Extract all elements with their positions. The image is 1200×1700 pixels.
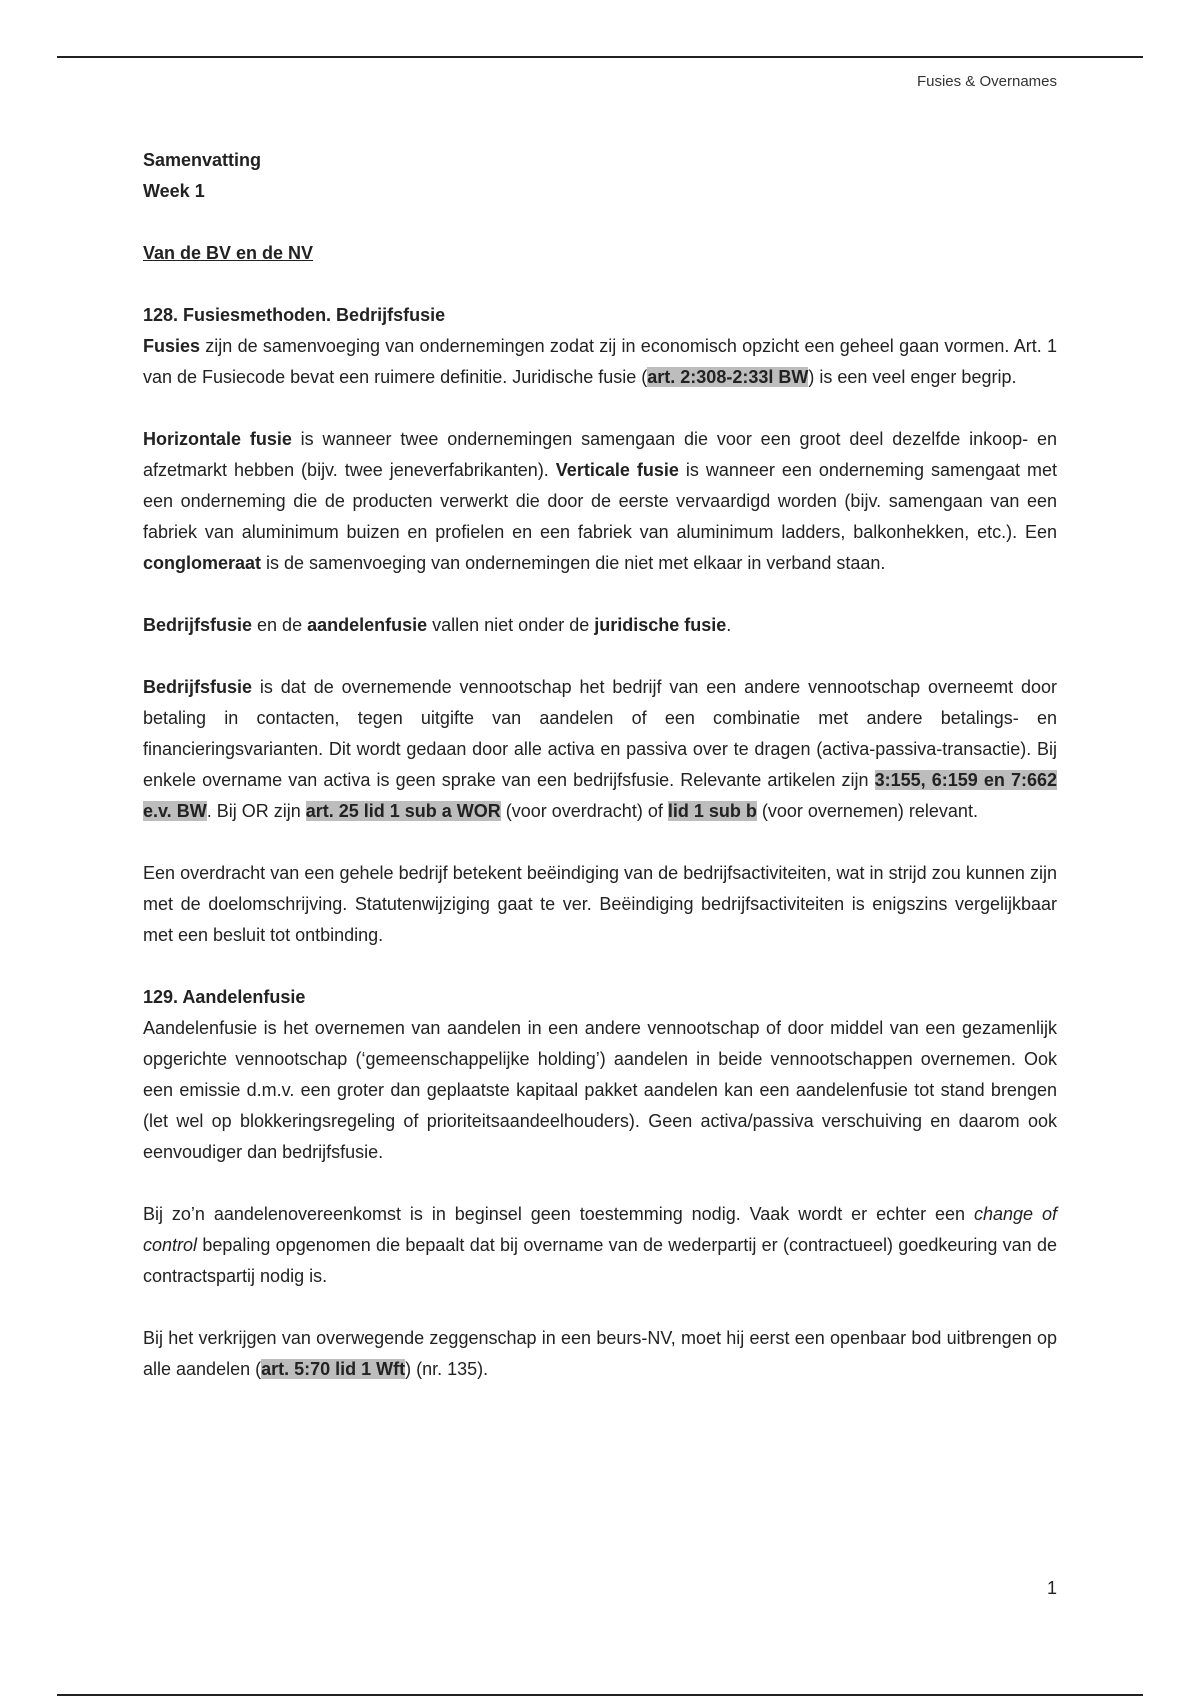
paragraph-aandelenfusie: Aandelenfusie is het overnemen van aandelen in een andere vennootschap of door middel van een gezamenlijk opgerichte vennootschap (‘gemeenschappelijke holding’) aandelen in beide vennootschappen overnemen. Ook een emissie d.m.v. een groter dan geplaatste kapitaal pakket aandelen kan een aandelenfusie tot stand brengen (let wel op blokkeringsregeling of prioriteitsaandeelhouders). Geen activa/passiva verschuiving en daarom ook eenvoudiger dan bedrijfsfusie. bbox=[143, 1018, 1057, 1162]
heading-128: 128. Fusiesmethoden. Bedrijfsfusie bbox=[143, 305, 446, 325]
highlighted-reference: art. 2:308-2:33l BW bbox=[647, 367, 809, 387]
paragraph-openbaar-bod: Bij het verkrijgen van overwegende zeggenschap in een beurs-NV, moet hij eerst een openbaar bod uitbrengen op alle aandelen (art. 5:70 lid 1 Wft) (nr. 135). bbox=[143, 1328, 1057, 1379]
heading-129: 129. Aandelenfusie bbox=[143, 987, 306, 1007]
paragraph-aandelenovereenkomst: Bij zo’n aandelenovereenkomst is in beginsel geen toestemming nodig. Vaak wordt er echter een change of control bepaling opgenomen die bepaalt dat bij overname van de wederpartij er (contractueel) goedkeuring van de contractspartij nodig is. bbox=[143, 1204, 1057, 1286]
paragraph-fusies: Fusies zijn de samenvoeging van ondernemingen zodat zij in economisch opzicht een geheel gaan vormen. Art. 1 van de Fusiecode bevat een ruimere definitie. Juridische fusie (art. 2:308-2:33l BW) is een veel enger begrip. bbox=[143, 336, 1057, 387]
highlighted-reference: lid 1 sub b bbox=[667, 801, 757, 821]
paragraph-juridische-fusie: Bedrijfsfusie en de aandelenfusie vallen niet onder de juridische fusie. bbox=[143, 615, 732, 635]
footer-rule bbox=[57, 1694, 1143, 1696]
running-header: Fusies & Overnames bbox=[916, 73, 1057, 90]
document-body bbox=[143, 145, 1057, 1385]
paragraph-overdracht: Een overdracht van een gehele bedrijf betekent beëindiging van de bedrijfsactiviteiten, wat in strijd zou kunnen zijn met de doelomschrijving. Statutenwijziging gaat te ver. Beëindiging bedrijfsactiviteiten is enigszins vergelijkbaar met een besluit tot ontbinding. bbox=[143, 863, 1057, 945]
highlighted-reference: 3:155, 6:159 en 7:662 e.v. BW bbox=[143, 770, 1057, 821]
document-subtitle: Week 1 bbox=[143, 181, 205, 201]
highlighted-reference: art. 25 lid 1 sub a WOR bbox=[305, 801, 501, 821]
highlighted-reference: art. 5:70 lid 1 Wft bbox=[261, 1359, 406, 1379]
document-title: Samenvatting bbox=[143, 150, 262, 170]
paragraph-bedrijfsfusie: Bedrijfsfusie is dat de overnemende vennootschap het bedrijf van een andere vennootschap overneemt door betaling in contacten, tegen uitgifte van aandelen of een combinatie met andere betalings- en financieringsvarianten. Dit wordt gedaan door alle activa en passiva over te dragen (activa-passiva-transactie). Bij enkele overname van activa is geen sprake van een bedrijfsfusie. Relevante artikelen zijn 3:155, 6:159 en 7:662 e.v. BW. Bij OR zijn art. 25 lid 1 sub a WOR (voor overdracht) of lid 1 sub b (voor overnemen) relevant. bbox=[143, 677, 1057, 821]
header-rule bbox=[57, 56, 1143, 58]
paragraph-horizontale-fusie: Horizontale fusie is wanneer twee ondernemingen samengaan die voor een groot deel dezelfde inkoop- en afzetmarkt hebben (bijv. twee jeneverfabrikanten). Verticale fusie is wanneer een onderneming samengaat met een onderneming die de producten verwerkt die door de eerste vervaardigd worden (bijv. samengaan van een fabriek van aluminimum buizen en profielen en een fabriek van aluminimum ladders, balkonhekken, etc.). Een conglomeraat is de samenvoeging van ondernemingen die niet met elkaar in verband staan. bbox=[143, 429, 1057, 573]
page-number: 1 bbox=[1046, 1578, 1057, 1598]
section-title: Van de BV en de NV bbox=[143, 243, 314, 263]
